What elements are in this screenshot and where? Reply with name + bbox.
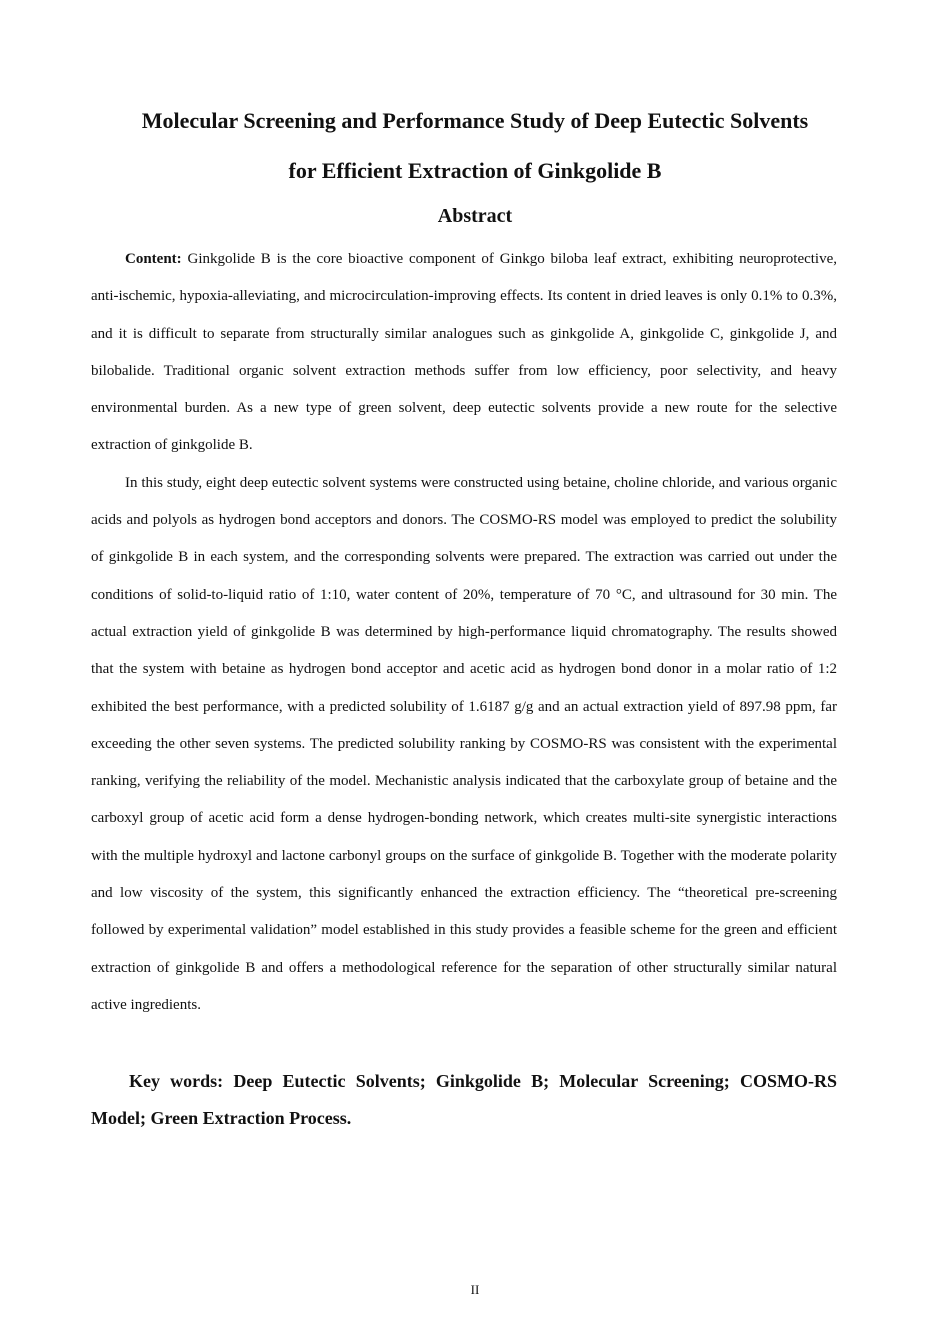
abstract-paragraph-2: In this study, eight deep eutectic solvent systems were constructed using betaine, choline chloride, and various organic acids and polyols as hydrogen bond acceptors and donors. The COSMO-RS model was employed to predict the solubility of ginkgolide B in each system, and the corresponding solvents were prepared. The extraction was carried out under the conditions of solid-to-liquid ratio of 1:10, water content of 20%, temperature of 70 °C, and ultrasound for 30 min. The actual extraction yield of ginkgolide B was determined by high-performance liquid chromatography. The results showed that the system with betaine as hydrogen bond acceptor and acetic acid as hydrogen bond donor in a molar ratio of 1:2 exhibited the best performance, with a predicted solubility of 1.6187 g/g and an actual extraction yield of 897.98 ppm, far exceeding the other seven systems. The predicted solubility ranking by COSMO-RS was consistent with the experimental ranking, verifying the reliability of the model. Mechanistic analysis indicated that the carboxylate group of betaine and the carboxyl group of acetic acid form a dense hydrogen-bonding network, which creates multi-site synergistic interactions with the multiple hydroxyl and lactone carbonyl groups on the surface of ginkgolide B. Together with the moderate polarity and low viscosity of the system, this significantly enhanced the extraction efficiency. The “theoretical pre-screening followed by experimental validation” model established in this study provides a feasible scheme for the green and efficient extraction of ginkgolide B and offers a methodological reference for the separation of other structurally similar natural active ingredients.: [91, 474, 837, 1013]
title-line-2: for Efficient Extraction of Ginkgolide B: [288, 158, 662, 183]
abstract-paragraph-1: [91, 241, 837, 465]
page-number: II: [470, 1282, 480, 1297]
abstract-heading: Abstract: [437, 205, 513, 227]
content-label: Content:: [125, 251, 182, 267]
abstract-body: [91, 241, 837, 1024]
keywords: Key words: Deep Eutectic Solvents; Ginkgolide B; Molecular Screening; COSMO-RS Model; Green Extraction Process.: [91, 1071, 837, 1128]
title-line-1: Molecular Screening and Performance Study of Deep Eutectic Solvents: [141, 108, 809, 133]
paper-title: [60, 96, 890, 196]
abstract-paragraph-1-text: Ginkgolide B is the core bioactive component of Ginkgo biloba leaf extract, exhibiting neuroprotective, anti-ischemic, hypoxia-alleviating, and microcirculation-improving effects. Its content in dried leaves is only 0.1% to 0.3%, and it is difficult to separate from structurally similar analogues such as ginkgolide A, ginkgolide C, ginkgolide J, and bilobalide. Traditional organic solvent extraction methods suffer from low efficiency, poor selectivity, and heavy environmental burden. As a new type of green solvent, deep eutectic solvents provide a new route for the selective extraction of ginkgolide B.: [91, 251, 837, 454]
